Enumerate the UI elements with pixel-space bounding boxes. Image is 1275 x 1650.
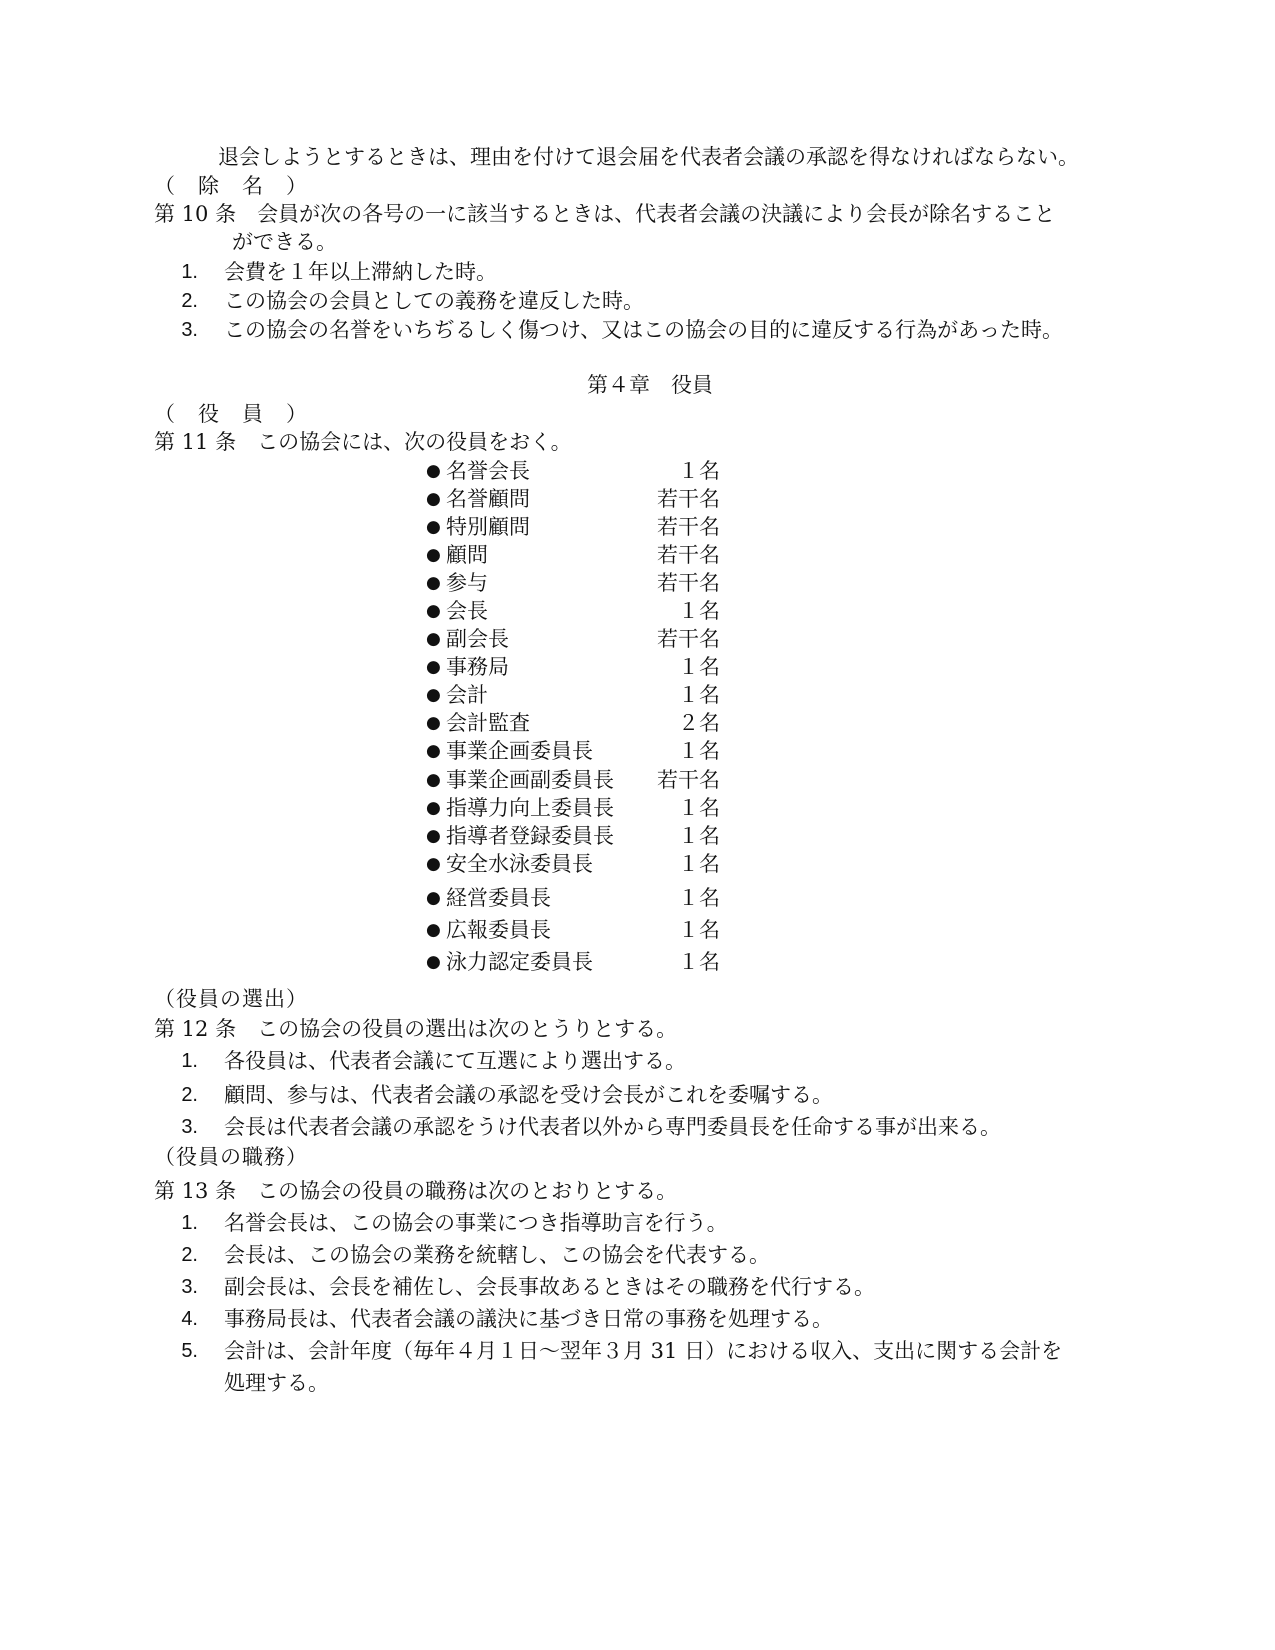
officer-count: 若干名 bbox=[657, 543, 720, 567]
officer-title: 経営委員長 bbox=[446, 886, 551, 910]
officer-row bbox=[426, 597, 726, 625]
officer-title: 広報委員長 bbox=[446, 918, 551, 942]
article-10-title: 第 10 条 会員が次の各号の一に該当するときは、代表者会議の決議により会長が除名すること bbox=[154, 202, 1056, 226]
officer-count: 若干名 bbox=[657, 487, 720, 511]
officer-count: １名 bbox=[678, 950, 720, 974]
bullet-icon: ● bbox=[426, 545, 441, 565]
officer-row bbox=[426, 709, 726, 737]
officer-row bbox=[426, 569, 726, 597]
officer-count: １名 bbox=[678, 796, 720, 820]
list-item-text: 顧問、参与は、代表者会議の承認を受け会長がこれを委嘱する。 bbox=[224, 1083, 833, 1107]
list-item-number: 2. bbox=[181, 1084, 198, 1106]
officer-row bbox=[426, 948, 726, 976]
list-item-text: 会計は、会計年度（毎年４月１日～翌年３月 31 日）における収入、支出に関する会計を bbox=[224, 1339, 1063, 1363]
officer-row bbox=[426, 485, 726, 513]
officer-row bbox=[426, 794, 726, 822]
article-13-title: 第 13 条 この協会の役員の職務は次のとおりとする。 bbox=[154, 1179, 678, 1203]
list-item-number: 1. bbox=[181, 1212, 198, 1234]
article-12-title: 第 12 条 この協会の役員の選出は次のとうりとする。 bbox=[154, 1017, 678, 1041]
officer-count: １名 bbox=[678, 886, 720, 910]
officer-title: 顧問 bbox=[446, 543, 488, 567]
officer-count: １名 bbox=[678, 739, 720, 763]
officer-title: 指導力向上委員長 bbox=[446, 796, 614, 820]
list-item-continuation: 処理する。 bbox=[224, 1371, 329, 1395]
chapter-heading: 第４章 役員 bbox=[587, 373, 713, 397]
bullet-icon: ● bbox=[426, 952, 441, 972]
article-13-heading: （役員の職務） bbox=[154, 1145, 308, 1169]
list-item-number: 4. bbox=[181, 1308, 198, 1330]
officer-title: 参与 bbox=[446, 571, 488, 595]
list-item-number: 1. bbox=[181, 1050, 198, 1072]
officer-title: 指導者登録委員長 bbox=[446, 824, 614, 848]
bullet-icon: ● bbox=[426, 888, 441, 908]
officer-row bbox=[426, 737, 726, 765]
list-item-text: 名誉会長は、この協会の事業につき指導助言を行う。 bbox=[224, 1211, 728, 1235]
officer-count: １名 bbox=[678, 655, 720, 679]
officer-title: 事業企画委員長 bbox=[446, 739, 593, 763]
officer-title: 会長 bbox=[446, 599, 488, 623]
bullet-icon: ● bbox=[426, 461, 441, 481]
bullet-icon: ● bbox=[426, 741, 441, 761]
list-item-number: 2. bbox=[181, 290, 198, 312]
officer-row bbox=[426, 850, 726, 878]
officer-row bbox=[426, 916, 726, 944]
article-11-title: 第 11 条 この協会には、次の役員をおく。 bbox=[154, 430, 572, 454]
bullet-icon: ● bbox=[426, 657, 441, 677]
article-11-heading: （ 役 員 ） bbox=[154, 402, 308, 426]
officer-row bbox=[426, 513, 726, 541]
list-item-text: 会費を１年以上滞納した時。 bbox=[224, 260, 497, 284]
list-item-text: この協会の名誉をいちぢるしく傷つけ、又はこの協会の目的に違反する行為があった時。 bbox=[224, 318, 1063, 342]
list-item-number: 2. bbox=[181, 1244, 198, 1266]
officer-row bbox=[426, 653, 726, 681]
bullet-icon: ● bbox=[426, 489, 441, 509]
officer-title: 事務局 bbox=[446, 655, 509, 679]
officer-count: １名 bbox=[678, 852, 720, 876]
officer-title: 会計 bbox=[446, 683, 488, 707]
list-item-text: 事務局長は、代表者会議の議決に基づき日常の事務を処理する。 bbox=[224, 1307, 833, 1331]
article-10-continuation: ができる。 bbox=[232, 230, 337, 254]
intro-paragraph: 退会しようとするときは、理由を付けて退会届を代表者会議の承認を得なければならない。 bbox=[218, 145, 1079, 169]
officer-row bbox=[426, 822, 726, 850]
officer-row bbox=[426, 457, 726, 485]
bullet-icon: ● bbox=[426, 826, 441, 846]
officer-row bbox=[426, 766, 726, 794]
officer-count: １名 bbox=[678, 918, 720, 942]
bullet-icon: ● bbox=[426, 601, 441, 621]
bullet-icon: ● bbox=[426, 517, 441, 537]
list-item-number: 5. bbox=[181, 1340, 198, 1362]
officer-count: ２名 bbox=[678, 711, 720, 735]
list-item-text: 会長は代表者会議の承認をうけ代表者以外から専門委員長を任命する事が出来る。 bbox=[224, 1115, 1001, 1139]
list-item-text: 会長は、この協会の業務を統轄し、この協会を代表する。 bbox=[224, 1243, 770, 1267]
officer-count: 若干名 bbox=[657, 768, 720, 792]
article-12-heading: （役員の選出） bbox=[154, 987, 308, 1011]
bullet-icon: ● bbox=[426, 685, 441, 705]
officer-title: 名誉会長 bbox=[446, 459, 530, 483]
bullet-icon: ● bbox=[426, 713, 441, 733]
officer-title: 特別顧問 bbox=[446, 515, 530, 539]
bullet-icon: ● bbox=[426, 920, 441, 940]
list-item-text: 各役員は、代表者会議にて互選により選出する。 bbox=[224, 1049, 686, 1073]
officer-count: 若干名 bbox=[657, 515, 720, 539]
list-item-number: 3. bbox=[181, 1276, 198, 1298]
officer-count: １名 bbox=[678, 459, 720, 483]
list-item-number: 1. bbox=[181, 261, 198, 283]
officer-count: １名 bbox=[678, 599, 720, 623]
officer-title: 名誉顧問 bbox=[446, 487, 530, 511]
officer-title: 事業企画副委員長 bbox=[446, 768, 614, 792]
officer-count: １名 bbox=[678, 683, 720, 707]
bullet-icon: ● bbox=[426, 854, 441, 874]
bullet-icon: ● bbox=[426, 573, 441, 593]
officer-title: 副会長 bbox=[446, 627, 509, 651]
bullet-icon: ● bbox=[426, 798, 441, 818]
officer-count: １名 bbox=[678, 824, 720, 848]
article-10-heading: （ 除 名 ） bbox=[154, 174, 308, 198]
list-item-number: 3. bbox=[181, 1116, 198, 1138]
officer-row bbox=[426, 681, 726, 709]
list-item-text: この協会の会員としての義務を違反した時。 bbox=[224, 289, 644, 313]
bullet-icon: ● bbox=[426, 629, 441, 649]
officer-row bbox=[426, 541, 726, 569]
officer-count: 若干名 bbox=[657, 627, 720, 651]
officer-title: 安全水泳委員長 bbox=[446, 852, 593, 876]
officer-count: 若干名 bbox=[657, 571, 720, 595]
bullet-icon: ● bbox=[426, 770, 441, 790]
officer-title: 会計監査 bbox=[446, 711, 530, 735]
list-item-number: 3. bbox=[181, 319, 198, 341]
officer-row bbox=[426, 625, 726, 653]
officer-title: 泳力認定委員長 bbox=[446, 950, 593, 974]
officer-row bbox=[426, 884, 726, 912]
list-item-text: 副会長は、会長を補佐し、会長事故あるときはその職務を代行する。 bbox=[224, 1275, 875, 1299]
